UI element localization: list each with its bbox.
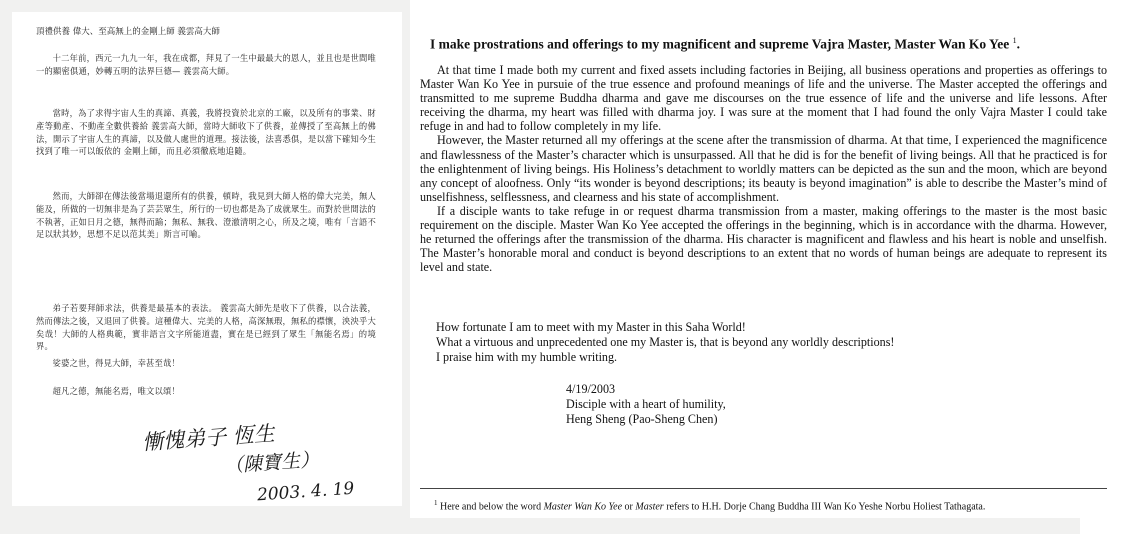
footnote-marker: 1: [434, 499, 438, 507]
footnote-emphasis: Master Wan Ko Yee: [543, 501, 623, 513]
signoff-block: [566, 382, 866, 428]
translation-panel: [420, 0, 1110, 534]
bottom-margin-strip: [0, 518, 1080, 534]
footnote-text: Here and below the word: [437, 501, 544, 513]
signature-name-secondary: （陳寶生）: [223, 448, 320, 478]
letter-paragraph: 超凡之德，無能名焉，唯文以頌！: [52, 386, 181, 396]
footnote-text: refers to H.H. Dorje Chang Buddha III Wan Ko Yeshe Norbu Holiest Tathagata.: [663, 501, 986, 513]
title-text: I make prostrations and offerings to my magnificent and supreme Vajra Master, Master Wan Ko Yee: [430, 36, 1010, 52]
letter-paragraph: 當時，為了求得宇宙人生的真諦、真義，我將投資於北京的工廠，以及所有的事業、財產等動產、不動產全數供養給 義雲高大師，當時大師收下了供養，並傳授了至高無上的佛法，開示了宇宙人生的真諦，以及做人處世的道理。接法後，法喜悉俱，是以當下確知今生找到了唯一可以皈依的 金剛上師，而且必須徹底地追隨。: [36, 108, 376, 157]
footnote-divider: [420, 488, 1107, 489]
body-paragraph: At that time I made both my current and fixed assets including factories in Beijing, all business operations and properties as offerings to Master Wan Ko Yee in pursuie of the true essence and profound meanings of life and the universe. The Master accepted the offerings and transmitted to me supreme Buddha dharma and gave me discourses on the true essence of life and the universe and life lessons. After receiving the dharma, my heart was filled with dharma joy. I was sure at the moment that I had found the only Vajra Master I could take refuge in and had to follow completely in my life.: [420, 63, 1107, 134]
letter-salutation: 頂禮供養 偉大、至高無上的金剛上師 義雲高大師: [36, 27, 220, 37]
letter-paragraph: 然而，大師卻在傳法後當場退還所有的供養，頓時，我見到大師人格的偉大完美，無人能及，所做的一切無非是為了芸芸眾生，所行的一切也都是為了成就眾生。而對於世間法的不執著，正如日月之德，無得而踰；無私、無我、澄澈清明之心，所及之境，唯有「言語不足以狀其妙，思想不足以范其美」斯言可喻。: [36, 191, 376, 240]
signature-date: 2003. 4. 19: [256, 478, 355, 506]
closing-line: I praise him with my humble writing.: [436, 350, 618, 365]
title-end: .: [1016, 36, 1020, 52]
translation-body: [420, 63, 1107, 274]
closing-verse: [436, 320, 1096, 366]
signoff-name: Heng Sheng (Pao-Sheng Chen): [566, 412, 718, 427]
signature-name: 慚愧弟子 恆生: [141, 421, 276, 455]
closing-line: How fortunate I am to meet with my Master in this Saha World!: [436, 320, 746, 334]
handwritten-letter-page: [12, 12, 402, 506]
footnote: [434, 497, 1104, 513]
footnote-text: or: [622, 501, 636, 513]
signoff-line: Disciple with a heart of humility,: [566, 397, 726, 412]
letter-paragraph: 弟子若要拜師求法，供養是最基本的表法。 義雲高大師先是收下了供養，以合法義，然而傳法之後，又退回了供養。這種偉大、完美的人格，高深無瑕，無私的襟懷，泱泱乎大矣哉！大師的人格典範，實非語言文字所能道盡，實在是已經到了眾生「無能名焉」的境界。: [36, 303, 376, 352]
letter-paragraph: 娑婆之世，得見大師，幸甚至哉！: [52, 358, 181, 368]
letter-paragraph: 十二年前，西元一九九一年，我在成都，拜見了一生中最最大的恩人，並且也是世間唯一的顯密俱通，妙轉五明的法界巨德— 義雲高大師。: [36, 53, 376, 76]
body-paragraph: However, the Master returned all my offerings at the scene after the transmission of dharma. At that time, I experienced the magnificence and flawlessness of the Master’s character which is unsurpassed. All that he did is for the benefit of living beings. All that he practiced is for the enlightenment of living beings. His Holiness’s detachment to worldly matters can be depicted as the sun and the moon, which are beyond any concept of aloofness. Only “its wonder is beyond descriptions; its beauty is beyond imagination” is able to describe the Master’s mind of unselfishness, selflessness, and clearness and his state of accomplishment.: [420, 133, 1107, 204]
title-footnote-marker: 1: [1012, 36, 1017, 45]
body-paragraph: If a disciple wants to take refuge in or request dharma transmission from a master, making offerings to the master is the most basic requirement on the disciple. Master Wan Ko Yee accepted the offerings in the beginning, which is in accordance with the dharma. However, he returned the offerings after the transmission of the dharma. His character is magnificent and flawless and his heart is noble and unselfish. The Master’s honorable moral and conduct is beyond descriptions to an extent that no words of human beings are adequate to represent its level and state.: [420, 203, 1107, 275]
footnote-emphasis: Master: [635, 501, 664, 513]
signoff-date: 4/19/2003: [566, 382, 616, 396]
letter-scan-panel: [0, 0, 410, 534]
page-title: [430, 33, 1110, 53]
closing-line: What a virtuous and unprecedented one my Master is, that is beyond any worldly descriptions!: [436, 335, 895, 350]
